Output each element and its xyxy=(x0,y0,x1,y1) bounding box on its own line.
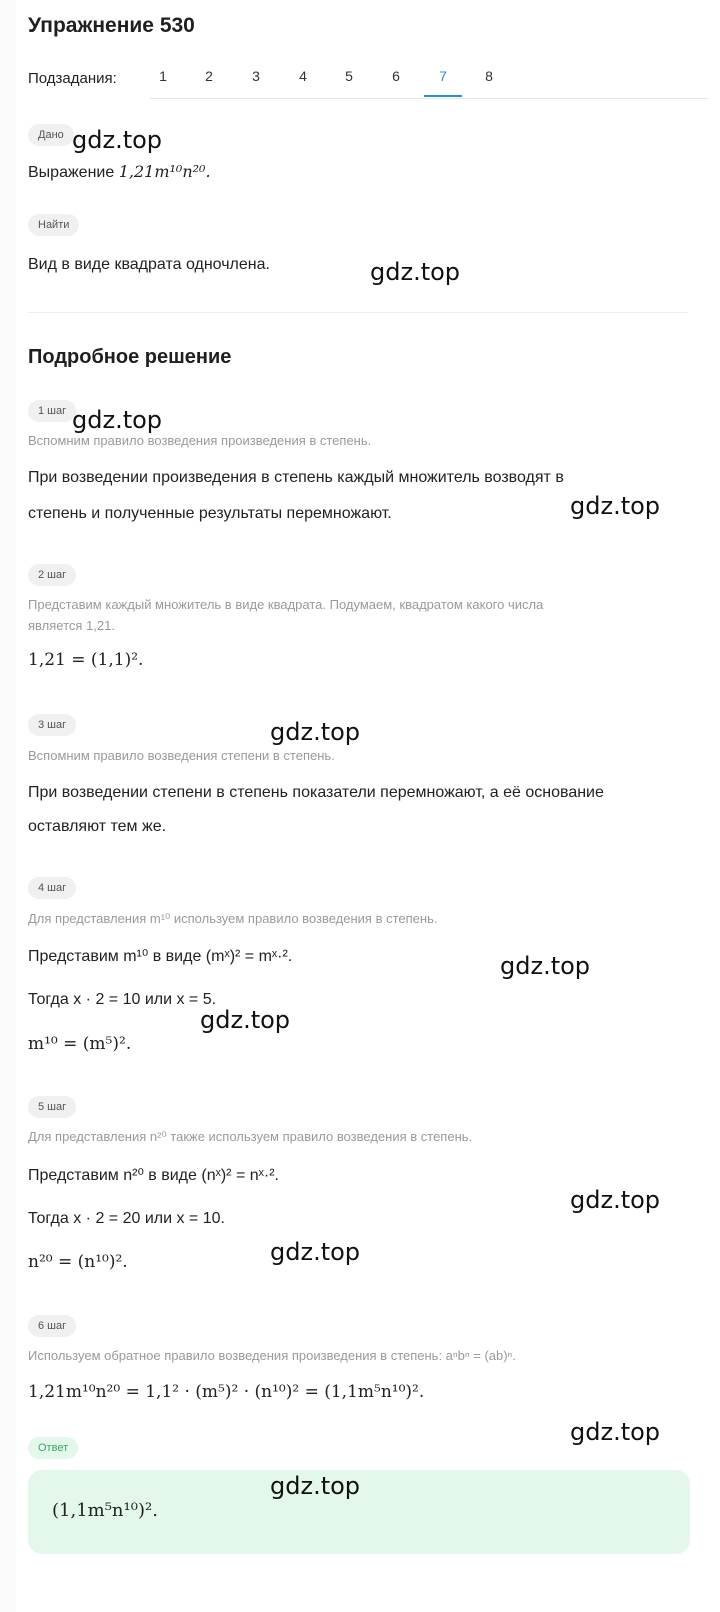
watermark: gdz.top xyxy=(570,1418,661,1446)
given-prefix: Выражение xyxy=(28,164,119,181)
step-3-text2: оставляют тем же. xyxy=(28,818,167,835)
page-title: Упражнение 530 xyxy=(28,14,195,37)
watermark: gdz.top xyxy=(270,718,361,746)
tab-2[interactable]: 2 xyxy=(205,68,213,84)
tab-3[interactable]: 3 xyxy=(252,68,260,84)
find-text: Вид в виде квадрата одночлена. xyxy=(28,256,270,273)
step-5-line1: Представим n²⁰ в виде (nˣ)² = nˣ·². xyxy=(28,1167,279,1184)
step-5-label: 5 шаг xyxy=(28,1096,76,1118)
step-3-text: При возведении степени в степень показатели перемножают, а её основание xyxy=(28,784,604,801)
step-2-formula: 1,21 = (1,1)². xyxy=(28,650,144,670)
watermark: gdz.top xyxy=(500,952,591,980)
step-2-hint2: является 1,21. xyxy=(28,618,115,633)
step-6-formula: 1,21m¹⁰n²⁰ = 1,1² · (m⁵)² · (n¹⁰)² = (1,1m⁵n¹⁰)². xyxy=(28,1382,425,1402)
step-3-hint: Вспомним правило возведения степени в степень. xyxy=(28,748,335,763)
step-3-label: 3 шаг xyxy=(28,714,76,736)
step-6-label: 6 шаг xyxy=(28,1315,76,1337)
subtask-tabs xyxy=(150,60,708,99)
step-5-line2: Тогда x · 2 = 20 или x = 10. xyxy=(28,1210,225,1227)
watermark: gdz.top xyxy=(570,1186,661,1214)
step-1-text2: степень и полученные результаты перемножают. xyxy=(28,505,392,522)
step-6-hint: Используем обратное правило возведения произведения в степень: aⁿbⁿ = (ab)ⁿ. xyxy=(28,1348,516,1363)
step-4-line3: m¹⁰ = (m⁵)². xyxy=(28,1034,132,1054)
watermark: gdz.top xyxy=(570,492,661,520)
subtasks-label: Подзадания: xyxy=(28,70,117,87)
tab-5[interactable]: 5 xyxy=(345,68,353,84)
answer-label: Ответ xyxy=(28,1437,78,1459)
given-label: Дано xyxy=(28,124,74,146)
step-1-text: При возведении произведения в степень каждый множитель возводят в xyxy=(28,469,564,486)
step-2-label: 2 шаг xyxy=(28,564,76,586)
step-4-line2: Тогда x · 2 = 10 или x = 5. xyxy=(28,991,217,1008)
answer-formula: (1,1m⁵n¹⁰)². xyxy=(52,1500,158,1521)
tab-4[interactable]: 4 xyxy=(299,68,307,84)
tab-6[interactable]: 6 xyxy=(392,68,400,84)
step-4-line1: Представим m¹⁰ в виде (mˣ)² = mˣ·². xyxy=(28,948,293,965)
watermark: gdz.top xyxy=(72,126,163,154)
divider xyxy=(28,312,688,313)
tab-7[interactable]: 7 xyxy=(424,68,462,84)
step-2-hint: Представим каждый множитель в виде квадрата. Подумаем, квадратом какого числа xyxy=(28,597,544,612)
step-1-hint: Вспомним правило возведения произведения в степень. xyxy=(28,433,372,448)
watermark: gdz.top xyxy=(72,406,163,434)
given-expr: 1,21m¹⁰n²⁰. xyxy=(118,162,211,181)
step-4-label: 4 шаг xyxy=(28,877,76,899)
step-5-line3: n²⁰ = (n¹⁰)². xyxy=(28,1252,128,1272)
tab-8[interactable]: 8 xyxy=(485,68,493,84)
step-1-label: 1 шаг xyxy=(28,400,76,422)
step-5-hint: Для представления n²⁰ также используем правило возведения в степень. xyxy=(28,1129,473,1144)
watermark: gdz.top xyxy=(270,1472,361,1500)
tab-1[interactable]: 1 xyxy=(159,68,167,84)
given-text xyxy=(28,162,211,182)
find-label: Найти xyxy=(28,214,79,236)
watermark: gdz.top xyxy=(270,1238,361,1266)
watermark: gdz.top xyxy=(200,1006,291,1034)
step-4-hint: Для представления m¹⁰ используем правило возведения в степень. xyxy=(28,911,438,926)
watermark: gdz.top xyxy=(370,258,461,286)
left-edge xyxy=(0,0,16,1612)
solution-title: Подробное решение xyxy=(28,346,232,368)
